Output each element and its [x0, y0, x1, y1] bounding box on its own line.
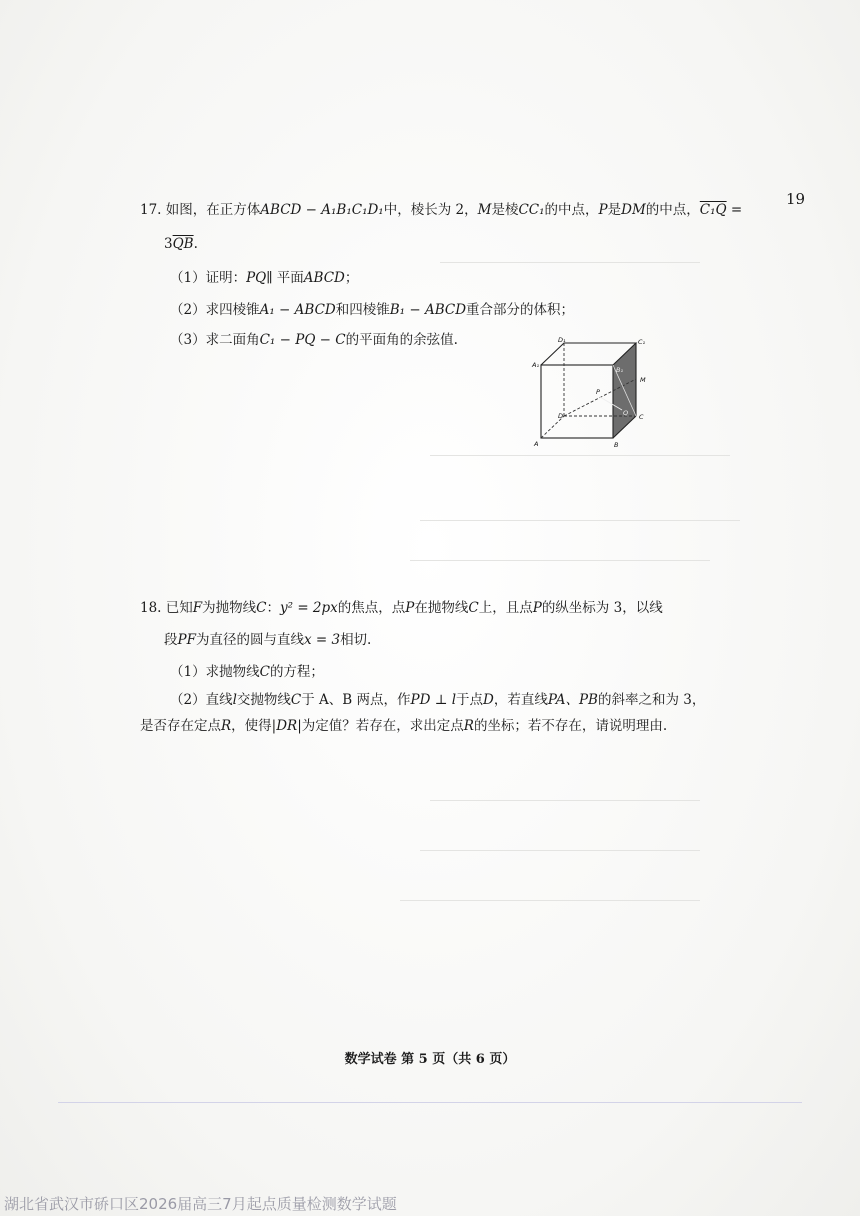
q17-part3-label: （3）求二面角: [170, 332, 260, 348]
q17-math-DM: DM: [621, 202, 646, 218]
q17-part1-math2: ABCD: [303, 270, 345, 286]
q17-part2: [170, 300, 574, 320]
q18-part2: [170, 690, 705, 710]
bleed-through-line: [420, 850, 700, 851]
q18-stem-line2: [164, 630, 371, 650]
page-corner-number: 19: [786, 190, 806, 208]
q17-math-CC1: CC₁: [518, 202, 545, 218]
bleed-through-line: [420, 520, 740, 521]
q17-stem-line2: [164, 234, 198, 254]
q18-math-R: R: [463, 718, 474, 734]
q18-text: 的斜率之和为 3，: [597, 692, 706, 708]
q18-math-P: P: [532, 600, 542, 616]
q18-part1-label: （1）求抛物线: [170, 664, 260, 680]
q18-part1: [170, 662, 324, 682]
q17-equals: =: [730, 202, 743, 218]
q17-part1-text: ∥ 平面: [266, 270, 304, 286]
bleed-through-line: [430, 455, 730, 456]
q18-text: 为定值？若存在，求出定点: [301, 718, 464, 734]
label-P: P: [596, 388, 600, 396]
q18-text: 为抛物线: [202, 600, 257, 616]
q18-text: 的焦点，点: [337, 600, 406, 616]
q17-text: 是: [607, 202, 622, 218]
q17-part2-text: 和四棱锥: [335, 302, 390, 318]
label-D1: D₁: [558, 336, 566, 344]
q17-text: 如图，在正方体: [165, 202, 261, 218]
label-C: C: [639, 413, 644, 421]
q17-vector-C1Q: C₁Q: [699, 202, 727, 218]
q18-text: 为直径的圆与直线: [195, 632, 304, 648]
q17-math-P: P: [598, 202, 608, 218]
q18-math-l: l: [232, 692, 237, 708]
q18-math-F: F: [192, 600, 203, 616]
bleed-through-line: [430, 800, 700, 801]
q17-number: 17.: [140, 202, 162, 218]
footer-rule: [58, 1102, 802, 1103]
q17-period: .: [193, 236, 198, 252]
q18-math-C: C: [290, 692, 302, 708]
q18-part2-label: （2）直线: [170, 692, 233, 708]
q18-text: 的纵坐标为 3，以线: [541, 600, 663, 616]
label-B: B: [614, 441, 619, 449]
q17-part2-label: （2）求四棱锥: [170, 302, 260, 318]
label-A: A: [534, 440, 539, 448]
q18-math-R: R: [221, 718, 232, 734]
q18-text: ：: [266, 600, 280, 616]
label-A1: A₁: [532, 361, 540, 369]
q17-part3: [170, 330, 458, 350]
q18-text: 交抛物线: [236, 692, 291, 708]
q17-stem-line1: [140, 200, 742, 220]
q18-text: 段: [164, 632, 178, 648]
q18-text: 的坐标；若不存在，请说明理由.: [473, 718, 668, 734]
bleed-through-line: [400, 900, 700, 901]
q18-math-DR: |DR|: [271, 718, 302, 734]
bleed-through-line: [410, 560, 710, 561]
q17-part1-end: ；: [344, 270, 359, 286]
q17-math-cube: ABCD − A₁B₁C₁D₁: [260, 202, 384, 218]
q17-part2-end: 重合部分的体积；: [466, 302, 575, 318]
q18-math-PA-PB: PA、PB: [547, 692, 598, 708]
q18-math-C: C: [256, 600, 267, 616]
q18-stem-line1: [140, 598, 663, 618]
source-watermark: 湖北省武汉市硚口区2026届高三7月起点质量检测数学试题: [4, 1195, 397, 1213]
q17-part1-math: PQ: [246, 270, 267, 286]
label-D: D: [558, 412, 564, 420]
q17-part3-end: 的平面角的余弦值.: [345, 332, 458, 348]
q18-text: 已知: [165, 600, 193, 616]
q17-text: 的中点，: [645, 202, 700, 218]
q18-math-PF: PF: [177, 632, 196, 648]
q18-number: 18.: [140, 600, 162, 616]
q18-text: 相切.: [340, 632, 372, 648]
q18-part1-math: C: [259, 664, 270, 680]
q17-math-M: M: [477, 202, 492, 218]
q18-text: 于 A、B 两点，作: [301, 692, 411, 708]
page-footer: 数学试卷 第 5 页（共 6 页）: [344, 1052, 516, 1067]
q18-math-parabola: y² = 2px: [280, 600, 338, 616]
q17-coef: 3: [164, 236, 173, 252]
q17-vector-QB: $\overline{QB}$: [172, 236, 194, 252]
label-Q: Q: [623, 409, 629, 417]
q18-math-PD: PD ⊥ l: [410, 692, 457, 708]
q18-math-C: C: [468, 600, 479, 616]
q17-text: 中，棱长为 2，: [383, 202, 478, 218]
cube-figure: [530, 334, 660, 454]
q18-text: ，使得: [231, 718, 272, 734]
q18-text: 于点: [456, 692, 484, 708]
q17-part2-math2: B₁ − ABCD: [389, 302, 467, 318]
q18-math-line: x = 3: [303, 632, 341, 648]
q18-math-P: P: [405, 600, 415, 616]
q17-part1: [170, 268, 358, 288]
q18-text: 是否存在定点: [140, 718, 221, 734]
q17-part1-label: （1）证明：: [170, 270, 247, 286]
label-B1: B₁: [616, 366, 624, 374]
q18-part1-end: 的方程；: [269, 664, 324, 680]
q17-part2-math1: A₁ − ABCD: [259, 302, 336, 318]
q18-text: 上，且点: [478, 600, 533, 616]
bleed-through-line: [440, 262, 700, 263]
label-M: M: [640, 376, 646, 384]
label-C1: C₁: [638, 338, 646, 346]
q17-text: 是棱: [491, 202, 519, 218]
q18-math-D: D: [483, 692, 494, 708]
q18-text: 在抛物线: [414, 600, 469, 616]
q17-text: 的中点，: [544, 202, 599, 218]
q18-part2-cont: [140, 716, 667, 736]
q17-part3-math: C₁ − PQ − C: [259, 332, 346, 348]
q18-text: ，若直线: [493, 692, 548, 708]
